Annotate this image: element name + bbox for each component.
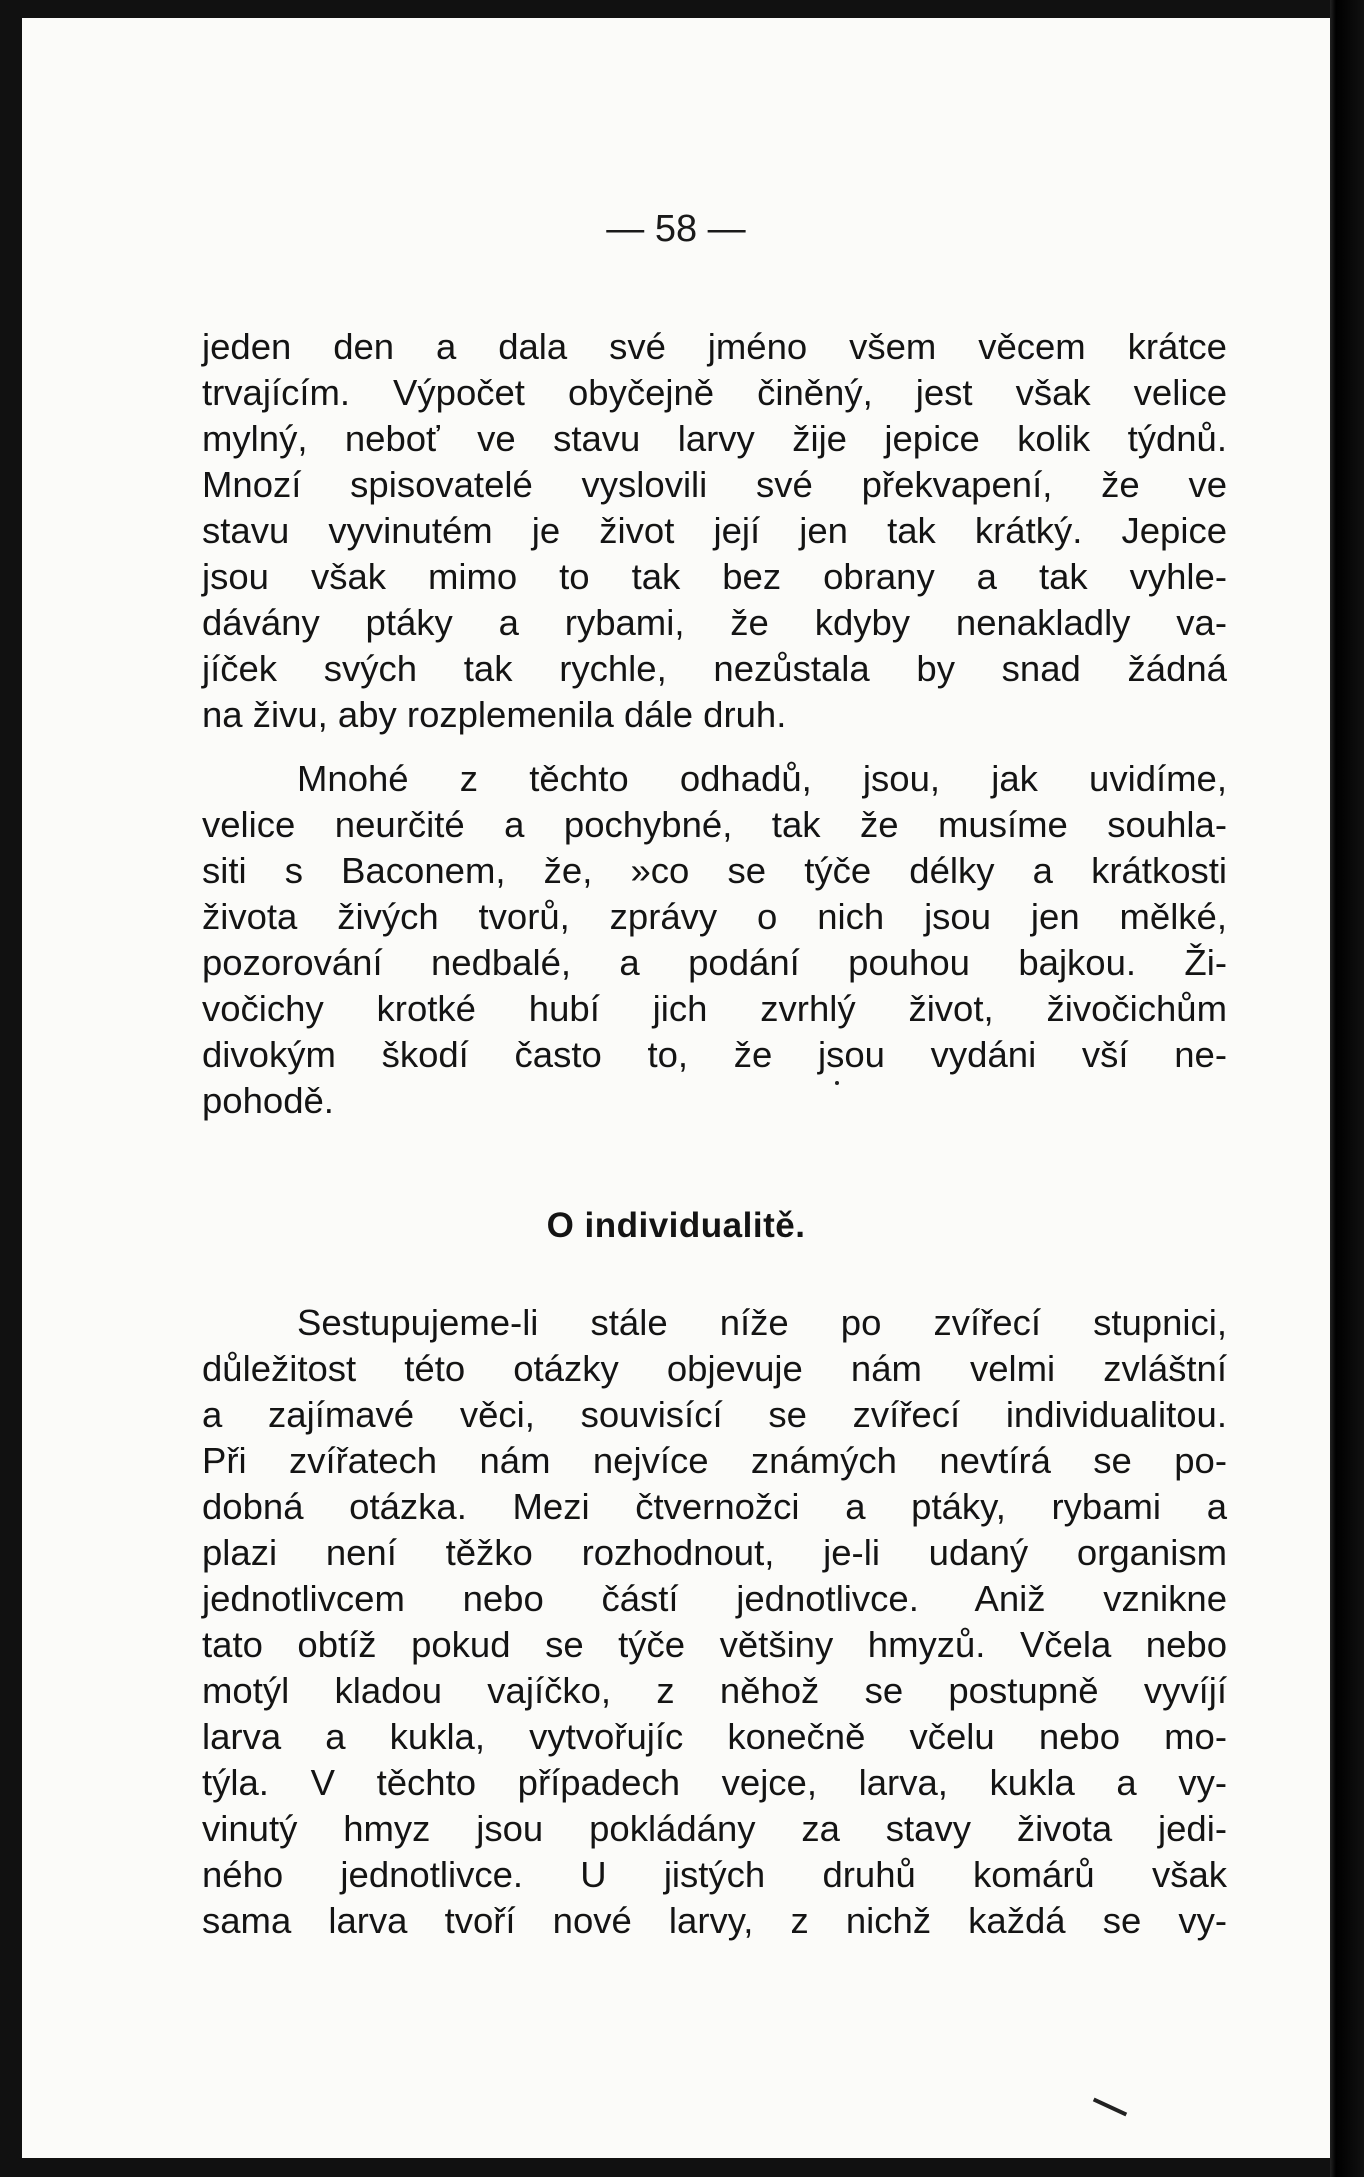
text-line: siti s Baconem, že, »co se týče délky a krátkosti <box>202 850 1227 891</box>
text-line: tato obtíž pokud se týče většiny hmyzů. Včela nebo <box>202 1624 1227 1665</box>
text-line: vinutý hmyz jsou pokládány za stavy života jedi- <box>202 1808 1227 1849</box>
paragraph-2 <box>202 756 1227 1124</box>
paragraph-3 <box>202 1300 1227 1944</box>
text-line: na živu, aby rozplemenila dále druh. <box>202 694 787 735</box>
text-line: Sestupujeme-li stále níže po zvířecí stupnici, <box>297 1302 1227 1343</box>
text-line: vočichy krotké hubí jich zvrhlý život, živočichům <box>202 988 1227 1029</box>
text-line: divokým škodí často to, že jsou vydáni vší ne- <box>202 1034 1227 1075</box>
text-line: sama larva tvoří nové larvy, z nichž každá se vy- <box>202 1900 1227 1941</box>
text-line: Mnozí spisovatelé vyslovili své překvapení, že ve <box>202 464 1227 505</box>
print-mark <box>1093 2098 1127 2117</box>
text-line: pohodě. <box>202 1080 334 1121</box>
text-line: jíček svých tak rychle, nezůstala by snad žádná <box>202 648 1227 689</box>
text-line: mylný, neboť ve stavu larvy žije jepice kolik týdnů. <box>202 418 1227 459</box>
text-line: života živých tvorů, zprávy o nich jsou jen mělké, <box>202 896 1227 937</box>
text-line: důležitost této otázky objevuje nám velmi zvláštní <box>202 1348 1227 1389</box>
text-line: jeden den a dala své jméno všem věcem krátce <box>202 326 1227 367</box>
text-line: pozorování nedbalé, a podání pouhou bajkou. Ži- <box>202 942 1227 983</box>
print-speck <box>835 1081 839 1085</box>
text-line: jsou však mimo to tak bez obrany a tak vyhle- <box>202 556 1227 597</box>
text-line: Při zvířatech nám nejvíce známých nevtírá se po- <box>202 1440 1227 1481</box>
scan-edge <box>1330 0 1364 2177</box>
text-line: Mnohé z těchto odhadů, jsou, jak uvidíme, <box>297 758 1227 799</box>
text-line: týla. V těchto případech vejce, larva, kukla a vy- <box>202 1762 1227 1803</box>
text-line: trvajícím. Výpočet obyčejně činěný, jest však velice <box>202 372 1227 413</box>
text-line: larva a kukla, vytvořujíc konečně včelu nebo mo- <box>202 1716 1227 1757</box>
page-number: — 58 — <box>606 208 746 250</box>
text-line: a zajímavé věci, souvisící se zvířecí individualitou. <box>202 1394 1227 1435</box>
text-line: jednotlivcem nebo částí jednotlivce. Aniž vznikne <box>202 1578 1227 1619</box>
text-line: ného jednotlivce. U jistých druhů komárů však <box>202 1854 1227 1895</box>
text-line: stavu vyvinutém je život její jen tak krátký. Jepice <box>202 510 1227 551</box>
text-line: plazi není těžko rozhodnout, je-li udaný organism <box>202 1532 1227 1573</box>
text-line: dávány ptáky a rybami, že kdyby nenakladly va- <box>202 602 1227 643</box>
book-page <box>22 18 1330 2158</box>
text-line: motýl kladou vajíčko, z něhož se postupně vyvíjí <box>202 1670 1227 1711</box>
paragraph-1 <box>202 324 1227 738</box>
section-heading: O individualitě. <box>546 1206 806 1245</box>
text-line: velice neurčité a pochybné, tak že musíme souhla- <box>202 804 1227 845</box>
text-line: dobná otázka. Mezi čtvernožci a ptáky, rybami a <box>202 1486 1227 1527</box>
